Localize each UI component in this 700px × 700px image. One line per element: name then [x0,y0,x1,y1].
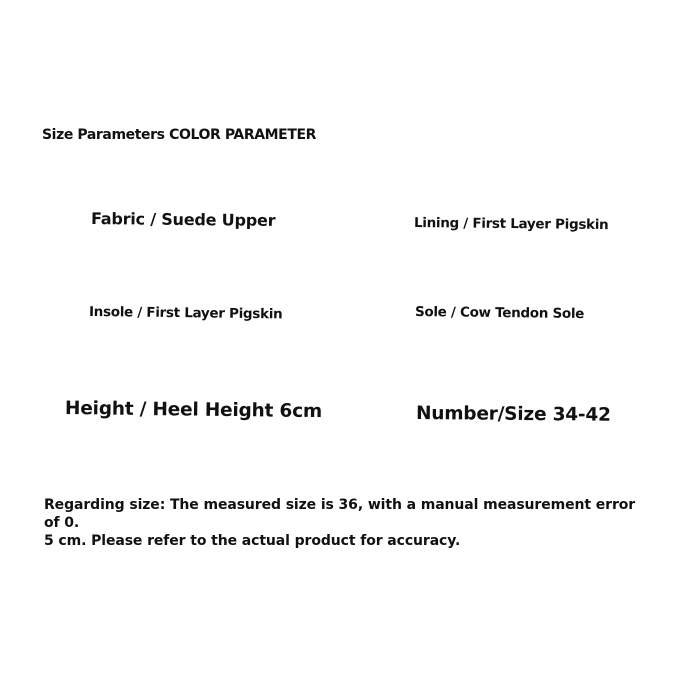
param-size: Number/Size 34-42 [415,403,611,426]
page-title: Size Parameters COLOR PARAMETER [42,127,317,143]
param-fabric: Fabric / Suede Upper [90,209,276,230]
size-note: Regarding size: The measured size is 36, with a manual measurement error of 0. 5 cm. Please refer to the actual product for accuracy. [44,497,636,549]
param-lining: Lining / First Layer Pigskin [413,215,609,234]
param-sole: Sole / Cow Tendon Sole [414,304,585,323]
param-height: Height / Heel Height 6cm [64,398,323,423]
param-insole: Insole / First Layer Pigskin [88,304,283,323]
